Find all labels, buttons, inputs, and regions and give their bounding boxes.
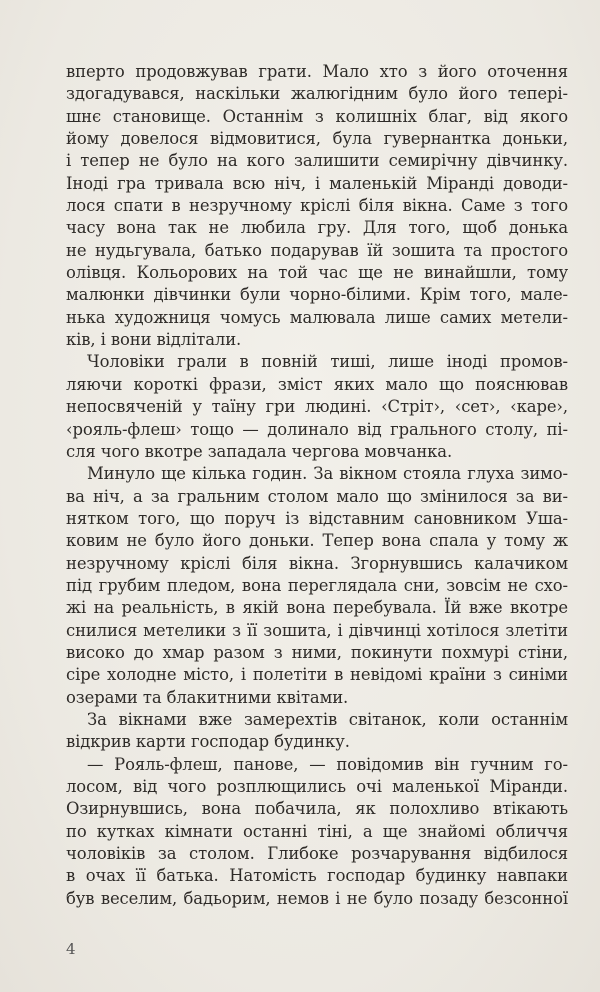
text-line: олівця. Кольорових на той час ще не винайшли, тому (66, 263, 568, 283)
text-line: вперто продовжував грати. Мало хто з його оточення (66, 62, 568, 81)
text-line: сля чого вкотре западала чергова мовчанка. (66, 441, 453, 461)
text-line: Озирнувшись, вона побачила, як полохливо втікають (66, 799, 568, 819)
text-line: снилися метелики з її зошита, і дівчинці хотілося злетіти (66, 620, 568, 640)
text-line: чоловіків за столом. Глибоке розчарування відбилося (66, 844, 568, 864)
text-line: високо до хмар разом з ними, покинути похмурі стіни, (66, 642, 568, 662)
text-line: під грубим пледом, вона переглядала сни, зовсім не схо- (66, 575, 568, 595)
text-line: Чоловіки грали в повній тиші, лише іноді промов- (87, 352, 568, 372)
text-line: був веселим, бадьорим, немов і не було позаду безсонної (66, 888, 568, 908)
text-line: нька художниця чомусь малювала лише самих метели- (66, 307, 568, 327)
text-line: жі на реальність, в якій вона перебувала. Їй вже вкотре (66, 598, 568, 618)
text-line: йому довелося відмовитися, була гувернантка доньки, (66, 129, 568, 149)
text-line: — Рояль-флеш, панове, — повідомив він гучним го- (87, 754, 568, 774)
text-line: ковим не було його доньки. Тепер вона спала у тому ж (66, 531, 568, 551)
text-line: не нудьгувала, батько подарував їй зошита та простого (66, 240, 568, 260)
text-line: малюнки дівчинки були чорно-білими. Крім того, мале- (66, 285, 568, 305)
text-line: нятком того, що поруч із відставним сановником Уша- (66, 508, 568, 528)
text-line: і тепер не було на кого залишити семирічну дівчинку. (66, 151, 568, 171)
text-line: Минуло ще кілька годин. За вікном стояла глуха зимо- (87, 464, 568, 484)
text-line: Іноді гра тривала всю ніч, і маленькій Міранді доводи- (66, 173, 568, 193)
text-line: За вікнами вже замерехтів світанок, коли останнім (87, 709, 568, 729)
book-page-text (66, 61, 568, 910)
text-line: по кутках кімнати останні тіні, а ще знайомі обличчя (66, 821, 568, 841)
text-line: відкрив карти господар будинку. (66, 732, 350, 752)
text-line: ляючи короткі фрази, зміст яких мало що пояснював (66, 374, 568, 394)
text-line: непосвяченій у таїну гри людині. ‹Стріт›, ‹сет›, ‹каре›, (66, 397, 568, 417)
text-line: сіре холодне місто, і полетіти в невідомі країни з синіми (66, 665, 568, 685)
page-number: 4 (66, 940, 76, 958)
text-line: ків, і вони відлітали. (66, 330, 242, 350)
text-line: в очах її батька. Натомість господар будинку навпаки (66, 866, 568, 886)
text-line: здогадувався, наскільки жалюгідним було його тепері- (66, 84, 568, 104)
text-line: шнє становище. Останнім з колишніх благ, від якого (66, 106, 568, 126)
text-line: озерами та блакитними квітами. (66, 687, 349, 707)
text-line: часу вона так не любила гру. Для того, щоб донька (66, 218, 568, 238)
text-line: ва ніч, а за гральним столом мало що змінилося за ви- (66, 486, 568, 506)
text-line: ‹рояль-флеш› тощо — долинало від грального столу, пі- (66, 419, 568, 439)
text-line: лосом, від чого розплющились очі маленької Міранди. (66, 777, 568, 796)
text-line: незручному кріслі біля вікна. Згорнувшись калачиком (66, 553, 568, 573)
text-line: лося спати в незручному кріслі біля вікна. Саме з того (66, 196, 568, 216)
